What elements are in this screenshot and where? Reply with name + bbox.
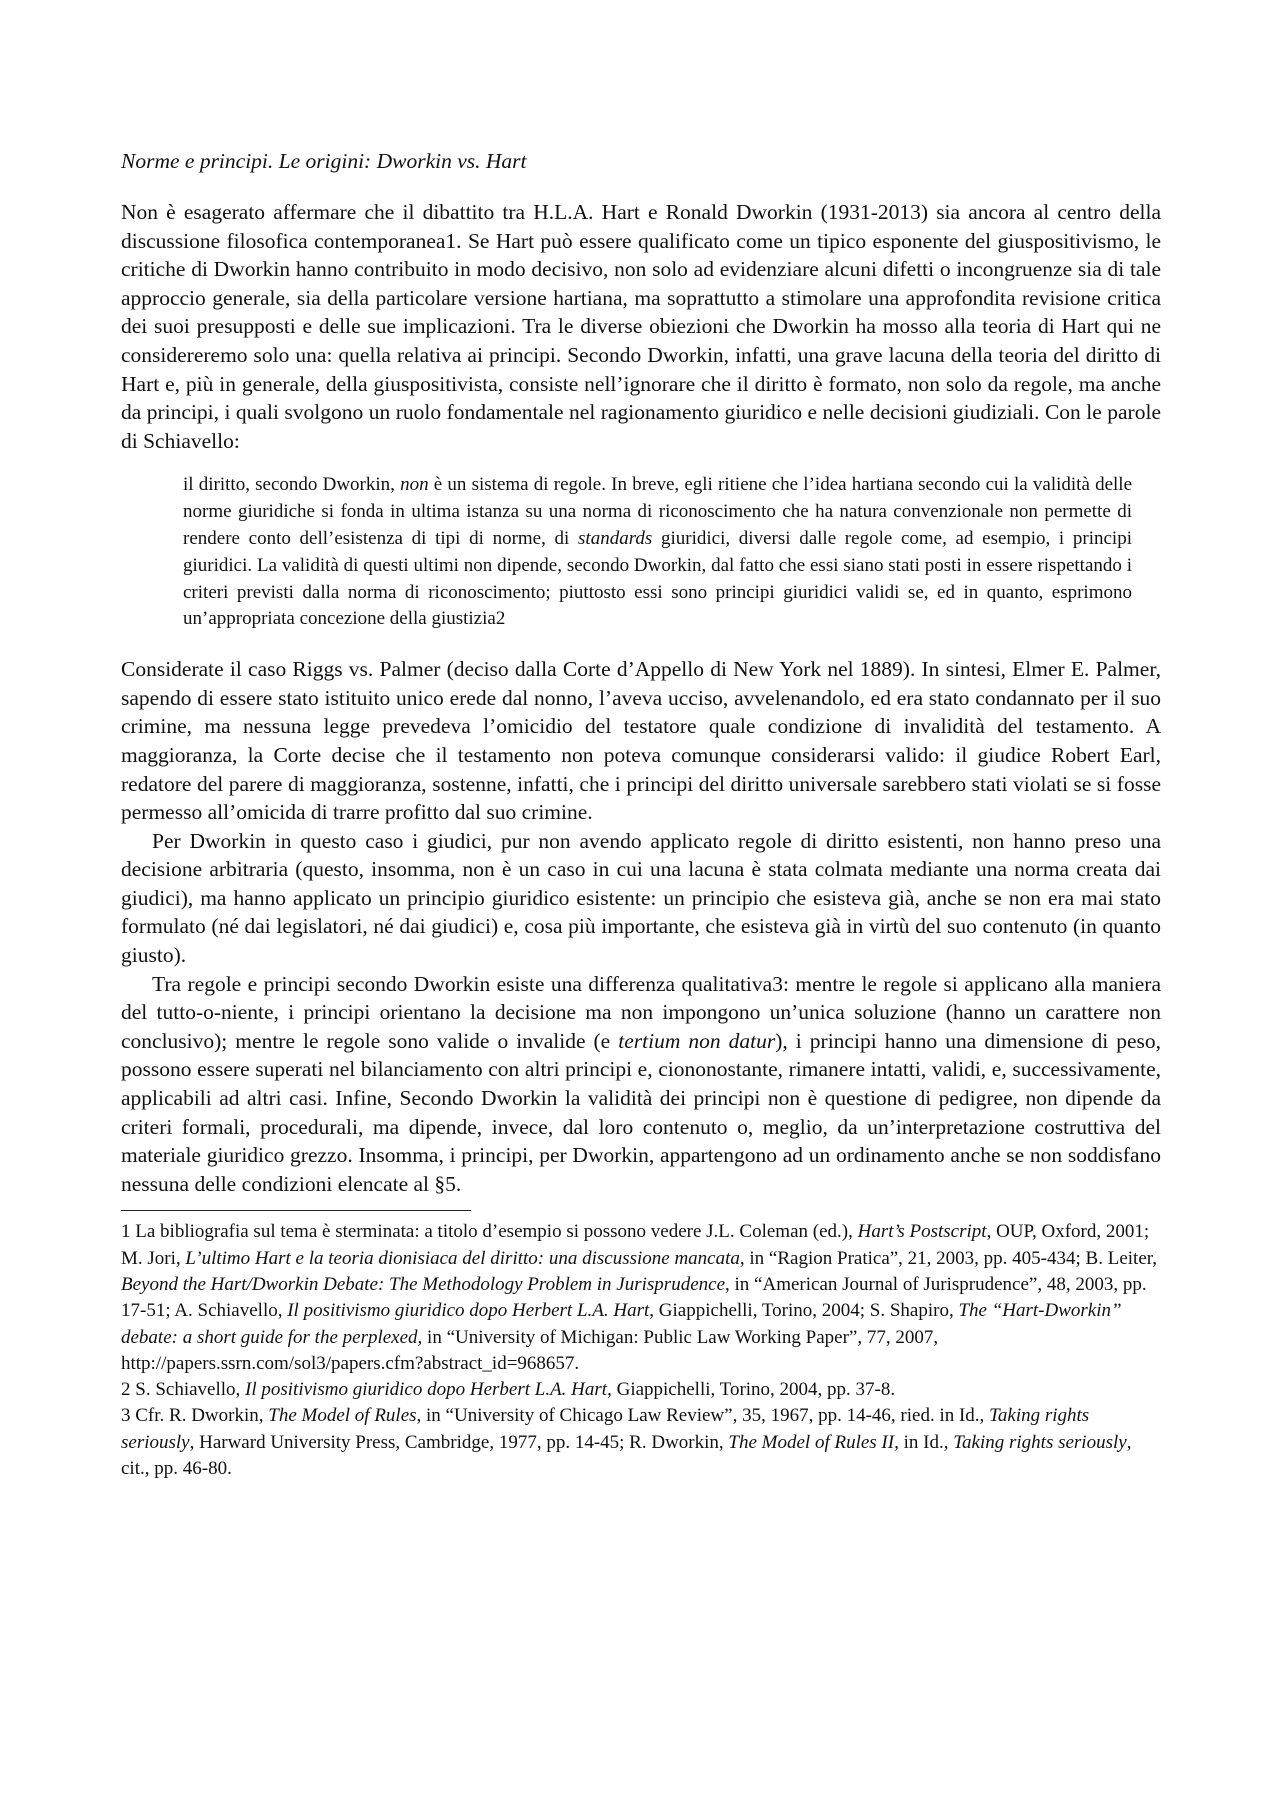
quote-text-3: giuridici, diversi dalle regole come, ad esempio, i principi giuridici. La validità di questi ultimi non dipende, secondo Dworkin, dal fatto che essi siano stati posti in essere rispettando i criteri previsti dalla norma di riconoscimento; piuttosto essi sono principi giuridici validi se, ed in quanto, esprimono un’appropriata concezione della giustizia2 [183,527,1132,630]
paragraph-4-text-1: Tra regole e principi secondo Dworkin esiste una differenza qualitativa3: mentre le regole si applicano alla maniera del tutto-o-niente, i principi orientano la decisione ma non impongono un’unica soluzione (hanno un carattere non conclusivo); mentre le regole sono valide o invalide (e [121,971,1161,1053]
footnote-1-text: , Giappichelli, Torino, 2004; S. Shapiro, [649,1300,959,1322]
footnote-1-work-title: L’ultimo Hart e la teoria dionisiaca del diritto: una discussione mancata [185,1247,740,1269]
footnote-1-text: in “University of Michigan: Public Law Working Paper”, 77, 2007, http://papers.ssrn.com/sol3/papers.cfm?abstract_id=968657. [121,1326,939,1374]
footnote-1 [121,1219,1161,1377]
footnote-3 [121,1403,1161,1482]
paragraph-2: Considerate il caso Riggs vs. Palmer (deciso dalla Corte d’Appello di New York nel 1889). In sintesi, Elmer E. Palmer, sapendo di essere stato istituito unico erede dal nonno, l’aveva ucciso, avvelenandolo, ed era stato condannato per il suo crimine, ma nessuna legge prevedeva l’omicidio del testatore quale condizione di invalidità del testamento. A maggioranza, la Corte decise che il testamento non poteva comunque considerarsi valido: il giudice Robert Earl, redatore del parere di maggioranza, sostenne, infatti, che i principi del diritto universale sarebbero stati violati se si fosse permesso all’omicida di trarre profitto dal suo crimine. [121,657,1161,825]
footnote-separator [121,1210,471,1211]
footnote-3-work-title: Taking rights seriously [121,1405,1090,1453]
paragraph-1: Non è esagerato affermare che il dibattito tra H.L.A. Hart e Ronald Dworkin (1931-2013) sia ancora al centro della discussione filosofica contemporanea1. Se Hart può essere qualificato come un tipico esponente del giuspositivismo, le critiche di Dworkin hanno contribuito in modo decisivo, non solo ad evidenziare alcuni difetti o incongruenze sia di tale approccio generale, sia della particolare versione hartiana, ma soprattutto a stimolare una approfondita revisione critica dei suoi presupposti e delle sue implicazioni. Tra le diverse obiezioni che Dworkin ha mosso alla teoria di Hart qui ne considereremo solo una: quella relativa ai principi. Secondo Dworkin, infatti, una grave lacuna della teoria del diritto di Hart e, più in generale, della giuspositivista, consiste nell’ignorare che il diritto è formato, non solo da regole, ma anche da principi, i quali svolgono un ruolo fondamentale nel ragionamento giuridico e nelle decisioni giudiziali. Con le parole di Schiavello: [121,200,1161,453]
footnote-1-work-title: Hart’s Postscript [857,1221,987,1243]
footnotes [121,1219,1161,1482]
footnote-1-text: , in “American Journal of Jurisprudence”, 48, 2003, pp. 17-51; A. Schiavello, [121,1274,1147,1322]
footnote-3-text: in Id., [898,1431,954,1453]
document-page [121,146,1161,1482]
footnote-3-work-title: The Model of Rules II, [728,1431,899,1453]
footnote-3-text: , cit., pp. 46-80. [121,1431,1132,1480]
footnote-1-work-title: Il positivismo giuridico dopo Herbert L.A. Hart [287,1300,650,1322]
quote-emphasis-2: standards [578,527,653,549]
footnote-3-text: 3 Cfr. R. Dworkin, [121,1405,269,1427]
quote-emphasis-1: non [400,474,429,496]
footnote-1-text: , OUP, Oxford, 2001; M. Jori, [121,1221,1150,1269]
footnote-2 [121,1377,1161,1403]
footnote-1-work-title: The “Hart-Dworkin” debate: a short guide for the perplexed, [121,1300,1122,1348]
quote-text-1: il diritto, secondo Dworkin, [183,474,401,496]
footnote-1-work-title: Beyond the Hart/Dworkin Debate: The Methodology Problem in Jurisprudence [121,1274,726,1295]
section-title: Norme e principi. Le origini: Dworkin vs. Hart [121,149,527,173]
footnote-3-text: , in “University of Chicago Law Review”, 35, 1967, pp. 14-46, ried. in Id., [416,1405,990,1427]
footnote-2-text: 2 S. Schiavello, [121,1379,246,1401]
footnote-1-text: 1 La bibliografia sul tema è sterminata: a titolo d’esempio si possono vedere J.L. Coleman (ed.), [121,1221,858,1243]
footnote-2-work-title: Il positivismo giuridico dopo Herbert L.A. Hart [245,1379,608,1401]
footnote-1-text: , in “Ragion Pratica”, 21, 2003, pp. 405-434; B. Leiter, [739,1247,1158,1269]
footnote-3-work-title: The Model of Rules [268,1405,417,1427]
footnote-3-work-title: Taking rights seriously [953,1431,1127,1453]
paragraph-3: Per Dworkin in questo caso i giudici, pur non avendo applicato regole di diritto esistenti, non hanno preso una decisione arbitraria (questo, insomma, non è un caso in cui una lacuna è stata colmata mediante una norma creata dai giudici), ma hanno applicato un principio giuridico esistente: un principio che esisteva già, anche se non era mai stato formulato (né dai legislatori, né dai giudici) e, cosa più importante, che esisteva già in virtù del suo contenuto (in quanto giusto). [121,828,1161,968]
paragraph-4-emphasis: tertium non datur [618,1028,776,1053]
paragraph-4 [121,970,1161,1199]
quote-text-2: è un sistema di regole. In breve, egli ritiene che l’idea hartiana secondo cui la validità delle norme giuridiche si fonda in ultima istanza su una norma di riconoscimento che ha natura convenzionale non permette di rendere conto dell’esistenza di tipi di norme, di [183,474,1133,549]
footnote-2-text: , Giappichelli, Torino, 2004, pp. 37-8. [607,1379,896,1401]
paragraph-4-text-2: ), i principi hanno una dimensione di peso, possono essere superati nel bilanciamento con altri principi e, ciononostante, rimanere intatti, validi, e, successivamente, applicabili ad altri casi. Infine, Secondo Dworkin la validità dei principi non è questione di pedigree, non dipende da criteri formali, procedurali, ma dipende, invece, dal loro contenuto o, meglio, da un’interpretazione costruttiva del materiale giuridico grezzo. Insomma, i principi, per Dworkin, appartengono ad un ordinamento anche se non soddisfano nessuna delle condizioni elencate al §5. [121,1028,1161,1196]
footnote-3-text: , Harward University Press, Cambridge, 1977, pp. 14-45; R. Dworkin, [189,1431,729,1453]
block-quote [183,472,1132,633]
